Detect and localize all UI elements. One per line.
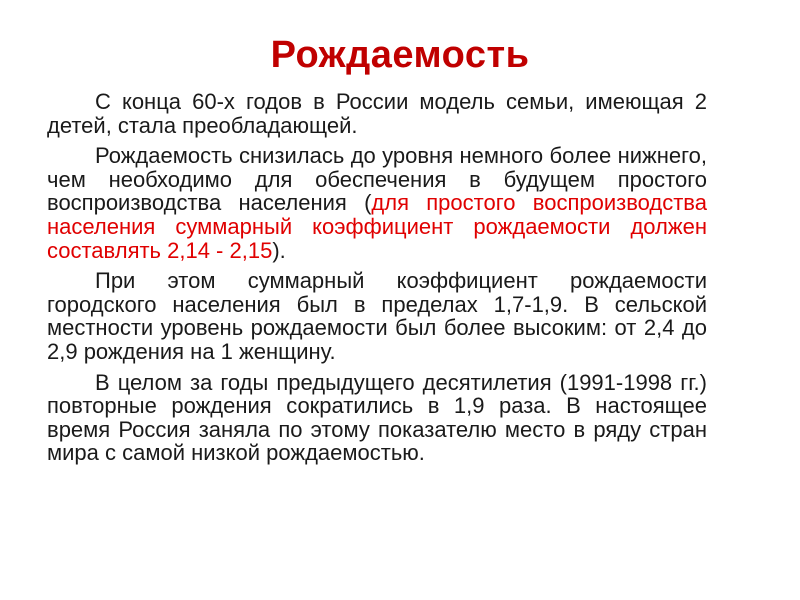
highlighted-fertility-note: для простого воспроизводства населения суммарный коэффициент рождаемости должен составлять 2,14 - 2,15 bbox=[47, 190, 707, 263]
paragraph-text-after: ). bbox=[272, 237, 286, 263]
paragraph-urban-rural-fertility: При этом суммарный коэффициент рождаемости городского населения был в пределах 1,7-1,9. В сельской местности уровень рождаемости был более высоким: от 2,4 до 2,9 рождения на 1 женщину. bbox=[47, 268, 707, 364]
slide-title: Рождаемость bbox=[270, 34, 530, 76]
slide-body bbox=[47, 90, 707, 465]
paragraph-text-before: Рождаемость снизилась до уровня немного более нижнего, чем необходимо для обеспечения в будущем простого воспроизводства населения ( bbox=[47, 143, 707, 216]
paragraph-decade-summary: В целом за годы предыдущего десятилетия (1991-1998 гг.) повторные рождения сократились в 1,9 раза. В настоящее время Россия заняла по этому показателю место в ряду стран мира с самой низкой рождаемостью. bbox=[47, 369, 707, 466]
paragraph-family-model: С конца 60-х годов в России модель семьи, имеющая 2 детей, стала преобладающей. bbox=[47, 89, 707, 138]
paragraph-birth-rate-decline bbox=[47, 144, 707, 262]
